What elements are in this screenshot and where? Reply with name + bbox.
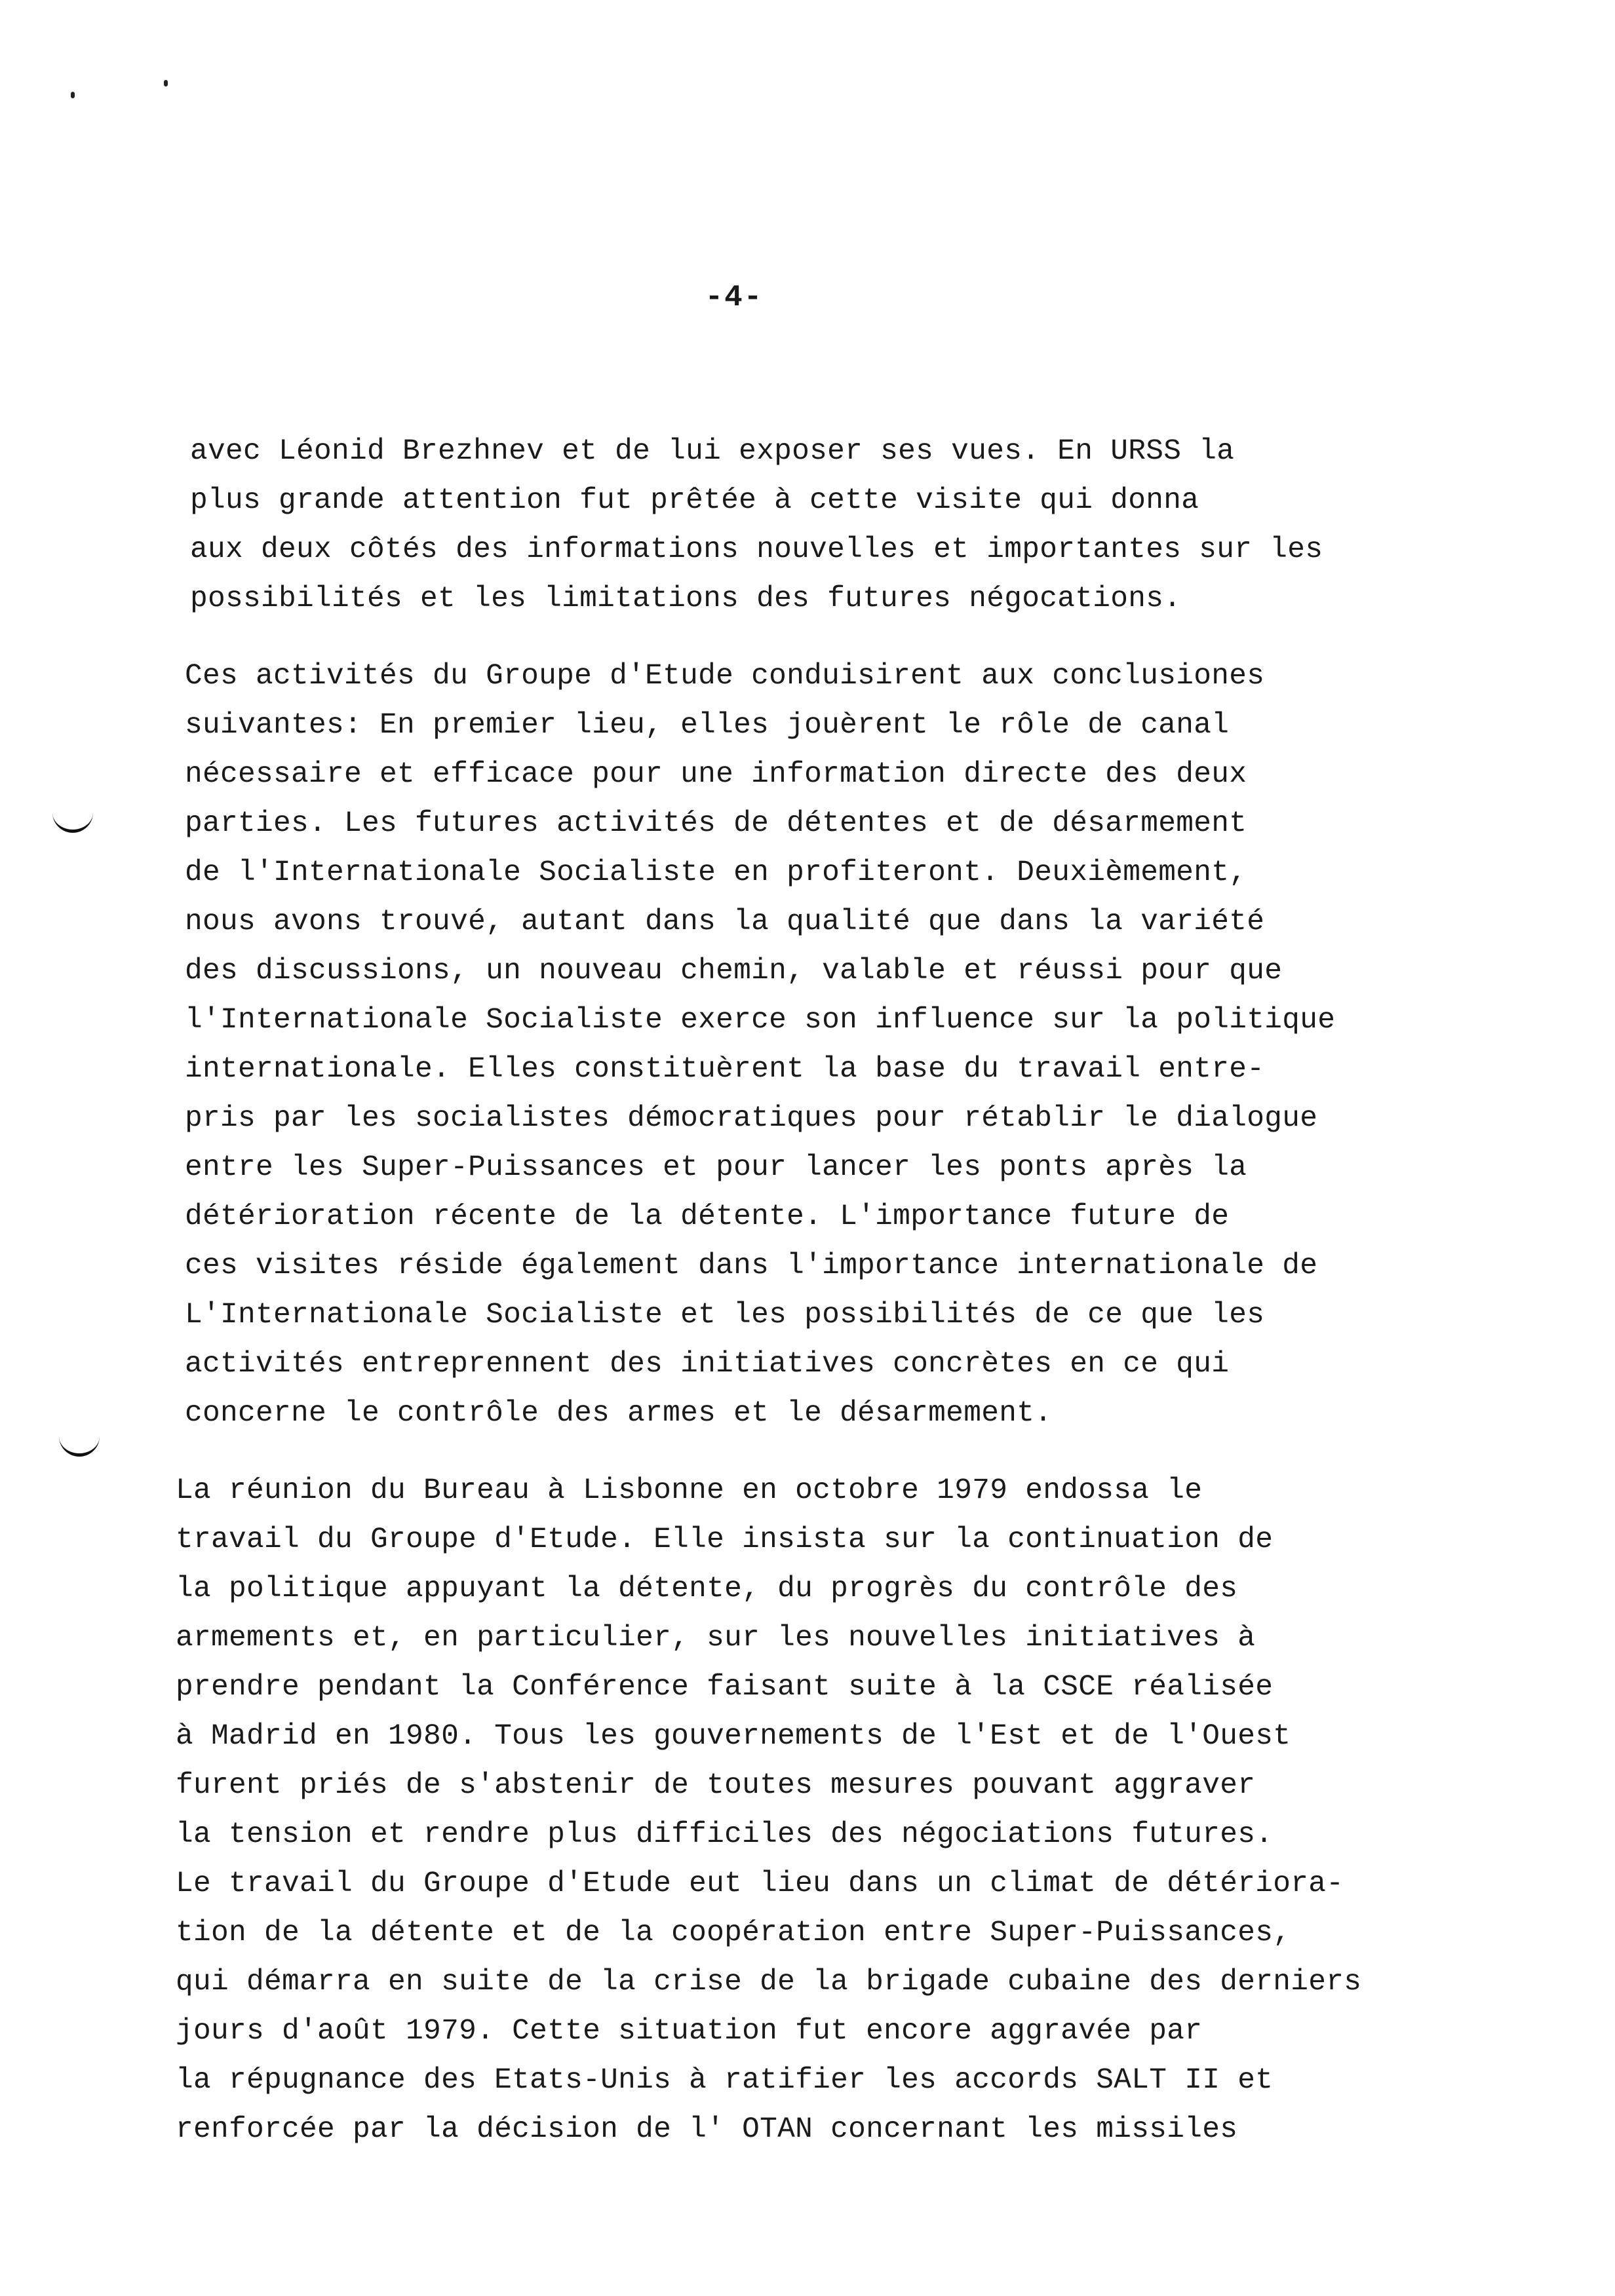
- text-line: l'Internationale Socialiste exerce son influence sur la politique: [185, 1004, 1336, 1037]
- page-number: -4-: [705, 280, 764, 315]
- text-line: prendre pendant la Conférence faisant suite à la CSCE réalisée: [176, 1671, 1274, 1704]
- text-line: des discussions, un nouveau chemin, valable et réussi pour que: [185, 955, 1283, 987]
- text-line: la répugnance des Etats-Unis à ratifier les accords SALT II et: [176, 2064, 1274, 2097]
- text-line: détérioration récente de la détente. L'importance future de: [185, 1200, 1230, 1233]
- text-line: nous avons trouvé, autant dans la qualité que dans la variété: [185, 906, 1265, 938]
- text-line: entre les Super-Puissances et pour lancer les ponts après la: [185, 1151, 1247, 1184]
- text-line: pris par les socialistes démocratiques pour rétablir le dialogue: [185, 1102, 1318, 1135]
- text-line: internationale. Elles constituèrent la base du travail entre-: [185, 1053, 1265, 1086]
- margin-bracket-mark: [59, 1436, 100, 1457]
- text-line: aux deux côtés des informations nouvelles et importantes sur les: [190, 533, 1323, 566]
- text-line: à Madrid en 1980. Tous les gouvernements de l'Est et de l'Ouest: [176, 1720, 1291, 1753]
- text-line: plus grande attention fut prêtée à cette visite qui donna: [190, 484, 1199, 517]
- text-line: travail du Groupe d'Etude. Elle insista sur la continuation de: [176, 1523, 1274, 1556]
- margin-bracket-mark: [52, 813, 93, 833]
- text-line: tion de la détente et de la coopération entre Super-Puissances,: [176, 1917, 1291, 1949]
- text-line: renforcée par la décision de l' OTAN concernant les missiles: [176, 2113, 1238, 2146]
- scan-speck: [71, 92, 75, 98]
- text-line: ces visites réside également dans l'importance internationale de: [185, 1250, 1318, 1282]
- text-line: Le travail du Groupe d'Etude eut lieu dans un climat de détériora-: [176, 1867, 1344, 1900]
- text-line: la tension et rendre plus difficiles des négociations futures.: [176, 1818, 1274, 1851]
- paragraph-2: [185, 652, 1522, 1438]
- text-line: concerne le contrôle des armes et le désarmement.: [185, 1397, 1053, 1430]
- text-line: qui démarra en suite de la crise de la brigade cubaine des derniers: [176, 1966, 1362, 1999]
- text-line: possibilités et les limitations des futures négocations.: [190, 583, 1182, 615]
- text-line: parties. Les futures activités de détentes et de désarmement: [185, 807, 1247, 840]
- text-line: de l'Internationale Socialiste en profiteront. Deuxièmement,: [185, 856, 1247, 889]
- text-line: armements et, en particulier, sur les nouvelles initiatives à: [176, 1622, 1256, 1655]
- text-line: Ces activités du Groupe d'Etude conduisirent aux conclusiones: [185, 660, 1265, 693]
- text-line: jours d'août 1979. Cette situation fut encore aggravée par: [176, 2015, 1203, 2048]
- text-line: avec Léonid Brezhnev et de lui exposer ses vues. En URSS la: [190, 435, 1235, 468]
- text-line: la politique appuyant la détente, du progrès du contrôle des: [176, 1573, 1238, 1605]
- text-line: L'Internationale Socialiste et les possibilités de ce que les: [185, 1299, 1265, 1331]
- text-line: activités entreprennent des initiatives concrètes en ce qui: [185, 1348, 1230, 1381]
- paragraph-3: [176, 1466, 1513, 2154]
- scan-speck: [164, 80, 168, 86]
- text-line: nécessaire et efficace pour une information directe des deux: [185, 758, 1247, 791]
- text-line: furent priés de s'abstenir de toutes mesures pouvant aggraver: [176, 1769, 1256, 1802]
- text-line: suivantes: En premier lieu, elles jouèrent le rôle de canal: [185, 709, 1230, 742]
- paragraph-1: [190, 427, 1527, 624]
- text-line: La réunion du Bureau à Lisbonne en octobre 1979 endossa le: [176, 1474, 1203, 1507]
